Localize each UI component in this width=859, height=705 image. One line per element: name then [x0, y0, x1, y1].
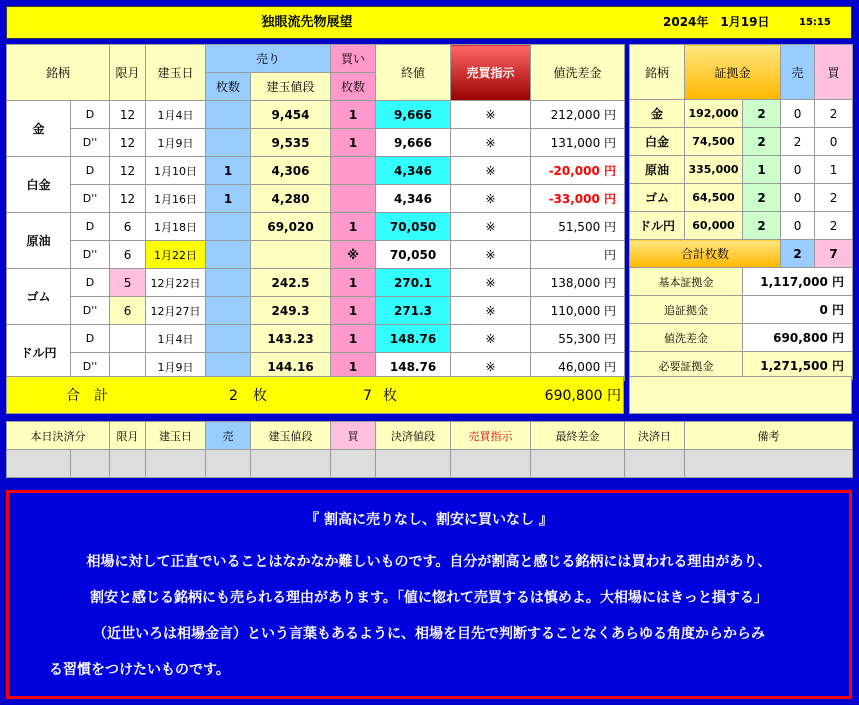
row-date: 1月4日 — [146, 325, 206, 353]
side-row-margin: 60,000 — [685, 212, 743, 240]
side-row-sell: 0 — [781, 184, 815, 212]
side-col-uri: 売 — [781, 45, 815, 100]
proverb-line: （近世いろは相場金言）という言葉もあるように、相場を目先で判断することなくあらゆる角度からからみ — [93, 626, 765, 642]
row-buy-qty[interactable]: 1 — [331, 269, 376, 297]
settle-cell[interactable] — [146, 450, 206, 478]
row-type: D — [71, 269, 110, 297]
row-diff: -33,000 円 — [531, 185, 625, 213]
col-header-owarine: 終値 — [376, 45, 451, 101]
col-header-gengetsu: 限月 — [110, 45, 146, 101]
row-month: 6 — [110, 241, 146, 269]
tsui-value: 0 円 — [743, 296, 853, 324]
header-time: 15:15 — [799, 17, 831, 28]
kihon-label: 基本証拠金 — [630, 268, 743, 296]
settle-col-kai: 買 — [331, 422, 376, 450]
settle-col-today: 本日決済分 — [7, 422, 110, 450]
side-col-kai: 買 — [815, 45, 853, 100]
row-price[interactable]: 69,020 — [251, 213, 331, 241]
side-row-sell: 0 — [781, 156, 815, 184]
row-date: 1月10日 — [146, 157, 206, 185]
row-instruction: ※ — [451, 325, 531, 353]
row-diff: 110,000 円 — [531, 297, 625, 325]
header-date: 2024年 1月19日 — [663, 15, 770, 29]
row-price[interactable]: 144.16 — [251, 353, 331, 381]
row-close: 148.76 — [376, 353, 451, 381]
row-date: 12月22日 — [146, 269, 206, 297]
row-sell-qty[interactable] — [206, 129, 251, 157]
row-sell-qty[interactable] — [206, 297, 251, 325]
row-close: 271.3 — [376, 297, 451, 325]
table-row — [630, 100, 853, 128]
commodity-rubber: ゴム — [7, 269, 71, 325]
row-month: 12 — [110, 185, 146, 213]
commodity-gold: 金 — [7, 101, 71, 157]
table-row — [7, 129, 625, 157]
row-buy-qty[interactable] — [331, 157, 376, 185]
row-type: D'' — [71, 241, 110, 269]
side-total-buy: 7 — [815, 240, 853, 268]
row-price[interactable]: 4,280 — [251, 185, 331, 213]
row-close: 148.76 — [376, 325, 451, 353]
row-date: 1月9日 — [146, 129, 206, 157]
commodity-platinum: 白金 — [7, 157, 71, 213]
side-row-name: 金 — [630, 100, 685, 128]
settle-col-note: 備考 — [685, 422, 853, 450]
side-row-buy: 2 — [815, 184, 853, 212]
row-buy-qty[interactable]: 1 — [331, 129, 376, 157]
commodity-crude-oil: 原油 — [7, 213, 71, 269]
row-type: D'' — [71, 353, 110, 381]
nearai-value: 690,800 円 — [743, 324, 853, 352]
row-buy-qty[interactable]: 1 — [331, 297, 376, 325]
totals-label: 合 計 — [66, 388, 108, 404]
row-month: 5 — [110, 269, 146, 297]
side-total-label: 合計枚数 — [630, 240, 781, 268]
row-price[interactable]: 4,306 — [251, 157, 331, 185]
row-diff: -20,000 円 — [531, 157, 625, 185]
row-instruction: ※ — [451, 353, 531, 381]
table-row — [630, 212, 853, 240]
settle-col-settleprice: 決済値段 — [376, 422, 451, 450]
side-row-buy: 2 — [815, 212, 853, 240]
settle-cell[interactable] — [206, 450, 251, 478]
app-title: 独眼流先物展望 — [261, 15, 353, 30]
col-header-sell-qty: 枚数 — [206, 73, 251, 101]
row-buy-qty[interactable]: 1 — [331, 213, 376, 241]
table-row — [630, 128, 853, 156]
col-header-buy-qty: 枚数 — [331, 73, 376, 101]
row-close: 270.1 — [376, 269, 451, 297]
settle-cell[interactable] — [451, 450, 531, 478]
table-row — [7, 241, 625, 269]
row-sell-qty[interactable] — [206, 101, 251, 129]
side-row-buy: 1 — [815, 156, 853, 184]
side-row-name: 原油 — [630, 156, 685, 184]
side-row-sell: 2 — [781, 128, 815, 156]
settle-cell[interactable] — [625, 450, 685, 478]
settle-cell[interactable] — [376, 450, 451, 478]
col-header-nearai: 値洗差金 — [531, 45, 625, 101]
side-row-margin: 335,000 — [685, 156, 743, 184]
row-price[interactable]: 143.23 — [251, 325, 331, 353]
side-row-sell: 0 — [781, 100, 815, 128]
row-buy-qty[interactable] — [331, 185, 376, 213]
commodity-usdjpy: ドル円 — [7, 325, 71, 381]
row-diff: 51,500 円 — [531, 213, 625, 241]
side-total-sell: 2 — [781, 240, 815, 268]
row-diff: 138,000 円 — [531, 269, 625, 297]
side-row-name: 白金 — [630, 128, 685, 156]
table-row — [630, 184, 853, 212]
side-row-margin: 74,500 — [685, 128, 743, 156]
side-row-name: ゴム — [630, 184, 685, 212]
row-diff: 46,000 円 — [531, 353, 625, 381]
side-row-qty: 2 — [743, 212, 781, 240]
row-type: D — [71, 157, 110, 185]
settlement-table — [6, 421, 853, 478]
side-col-shokokin: 証拠金 — [685, 45, 781, 100]
row-price[interactable]: 9,454 — [251, 101, 331, 129]
row-date: 1月4日 — [146, 101, 206, 129]
positions-table — [6, 44, 625, 381]
proverb-line: る習慣をつけたいものです。 — [49, 662, 230, 678]
row-type: D'' — [71, 129, 110, 157]
row-instruction: ※ — [451, 101, 531, 129]
col-header-baibai: 売買指示 — [451, 45, 531, 101]
table-row — [7, 269, 625, 297]
row-sell-qty[interactable]: 1 — [206, 185, 251, 213]
row-date: 1月22日 — [146, 241, 206, 269]
row-diff: 円 — [531, 241, 625, 269]
row-buy-qty[interactable]: 1 — [331, 101, 376, 129]
row-month: 12 — [110, 129, 146, 157]
row-type: D — [71, 213, 110, 241]
side-row-qty: 2 — [743, 184, 781, 212]
row-diff: 131,000 円 — [531, 129, 625, 157]
hitsuyo-label: 必要証拠金 — [630, 352, 743, 380]
table-row — [7, 213, 625, 241]
row-sell-qty[interactable] — [206, 269, 251, 297]
row-price[interactable]: 9,535 — [251, 129, 331, 157]
hitsuyo-value: 1,271,500 円 — [743, 352, 853, 380]
row-close: 4,346 — [376, 185, 451, 213]
side-empty-area — [629, 376, 852, 414]
settle-empty-row — [7, 450, 853, 478]
row-buy-qty[interactable]: ※ — [331, 241, 376, 269]
row-diff: 55,300 円 — [531, 325, 625, 353]
row-instruction: ※ — [451, 241, 531, 269]
row-month: 6 — [110, 297, 146, 325]
row-month: 12 — [110, 157, 146, 185]
side-row-margin: 192,000 — [685, 100, 743, 128]
settle-col-final: 最終差金 — [531, 422, 625, 450]
settle-cell[interactable] — [71, 450, 110, 478]
row-instruction: ※ — [451, 185, 531, 213]
totals-sell-unit: 枚 — [253, 388, 267, 404]
row-close: 9,666 — [376, 101, 451, 129]
side-col-meigara: 銘柄 — [630, 45, 685, 100]
table-row — [7, 185, 625, 213]
row-price[interactable]: 242.5 — [251, 269, 331, 297]
row-instruction: ※ — [451, 269, 531, 297]
settle-col-tateprice: 建玉値段 — [251, 422, 331, 450]
row-price[interactable] — [251, 241, 331, 269]
row-close: 70,050 — [376, 213, 451, 241]
row-close: 70,050 — [376, 241, 451, 269]
row-instruction: ※ — [451, 297, 531, 325]
row-close: 4,346 — [376, 157, 451, 185]
col-header-tateprice: 建玉値段 — [251, 73, 331, 101]
row-price[interactable]: 249.3 — [251, 297, 331, 325]
settle-col-settleday: 決済日 — [625, 422, 685, 450]
row-instruction: ※ — [451, 213, 531, 241]
row-date: 1月18日 — [146, 213, 206, 241]
row-close: 9,666 — [376, 129, 451, 157]
row-type: D'' — [71, 297, 110, 325]
settle-col-gengetsu: 限月 — [110, 422, 146, 450]
row-instruction: ※ — [451, 157, 531, 185]
settle-col-uri: 売 — [206, 422, 251, 450]
row-type: D — [71, 325, 110, 353]
settle-cell[interactable] — [531, 450, 625, 478]
side-row-sell: 0 — [781, 212, 815, 240]
nearai-label: 値洗差金 — [630, 324, 743, 352]
row-sell-qty[interactable] — [206, 241, 251, 269]
side-row-qty: 1 — [743, 156, 781, 184]
margin-table — [629, 44, 853, 380]
proverb-panel — [6, 490, 852, 699]
row-buy-qty[interactable]: 1 — [331, 325, 376, 353]
table-row — [7, 325, 625, 353]
row-instruction: ※ — [451, 129, 531, 157]
col-header-kai: 買い — [331, 45, 376, 73]
tsui-label: 追証拠金 — [630, 296, 743, 324]
side-row-qty: 2 — [743, 100, 781, 128]
row-type: D — [71, 101, 110, 129]
totals-sell-qty: 2 — [229, 388, 238, 404]
settle-col-baibai: 売買指示 — [451, 422, 531, 450]
totals-buy-unit: 枚 — [383, 388, 397, 404]
row-diff: 212,000 円 — [531, 101, 625, 129]
settle-cell[interactable] — [685, 450, 853, 478]
totals-bar — [6, 376, 624, 414]
side-row-buy: 0 — [815, 128, 853, 156]
col-header-tateday: 建玉日 — [146, 45, 206, 101]
side-row-margin: 64,500 — [685, 184, 743, 212]
table-row — [7, 101, 625, 129]
row-sell-qty[interactable]: 1 — [206, 157, 251, 185]
proverb-title: 『 割高に売りなし、割安に買いなし 』 — [305, 512, 553, 528]
settle-cell[interactable] — [331, 450, 376, 478]
table-row — [630, 156, 853, 184]
row-date: 12月27日 — [146, 297, 206, 325]
totals-buy-qty: 7 — [363, 388, 372, 404]
row-type: D'' — [71, 185, 110, 213]
settle-cell[interactable] — [110, 450, 146, 478]
row-month: 6 — [110, 213, 146, 241]
proverb-line: 割安と感じる銘柄にも売られる理由があります。「値に惚れて売買するは慎めよ。大相場にはきっと損する」 — [90, 590, 768, 606]
table-row — [7, 157, 625, 185]
settle-col-tateday: 建玉日 — [146, 422, 206, 450]
settle-cell[interactable] — [7, 450, 71, 478]
row-sell-qty[interactable] — [206, 213, 251, 241]
row-date: 1月16日 — [146, 185, 206, 213]
row-sell-qty[interactable] — [206, 325, 251, 353]
totals-diff: 690,800 円 — [544, 388, 621, 404]
title-bar — [6, 6, 852, 39]
proverb-line: 相場に対して正直でいることはなかなか難しいものです。自分が割高と感じる銘柄には買われる理由があり、 — [86, 554, 772, 570]
settle-cell[interactable] — [251, 450, 331, 478]
row-date: 1月9日 — [146, 353, 206, 381]
row-month: 12 — [110, 101, 146, 129]
col-header-meigara: 銘柄 — [7, 45, 110, 101]
col-header-uri: 売り — [206, 45, 331, 73]
row-month — [110, 325, 146, 353]
table-row — [7, 297, 625, 325]
side-row-buy: 2 — [815, 100, 853, 128]
kihon-value: 1,117,000 円 — [743, 268, 853, 296]
side-row-name: ドル円 — [630, 212, 685, 240]
side-row-qty: 2 — [743, 128, 781, 156]
row-buy-qty[interactable]: 1 — [331, 353, 376, 381]
